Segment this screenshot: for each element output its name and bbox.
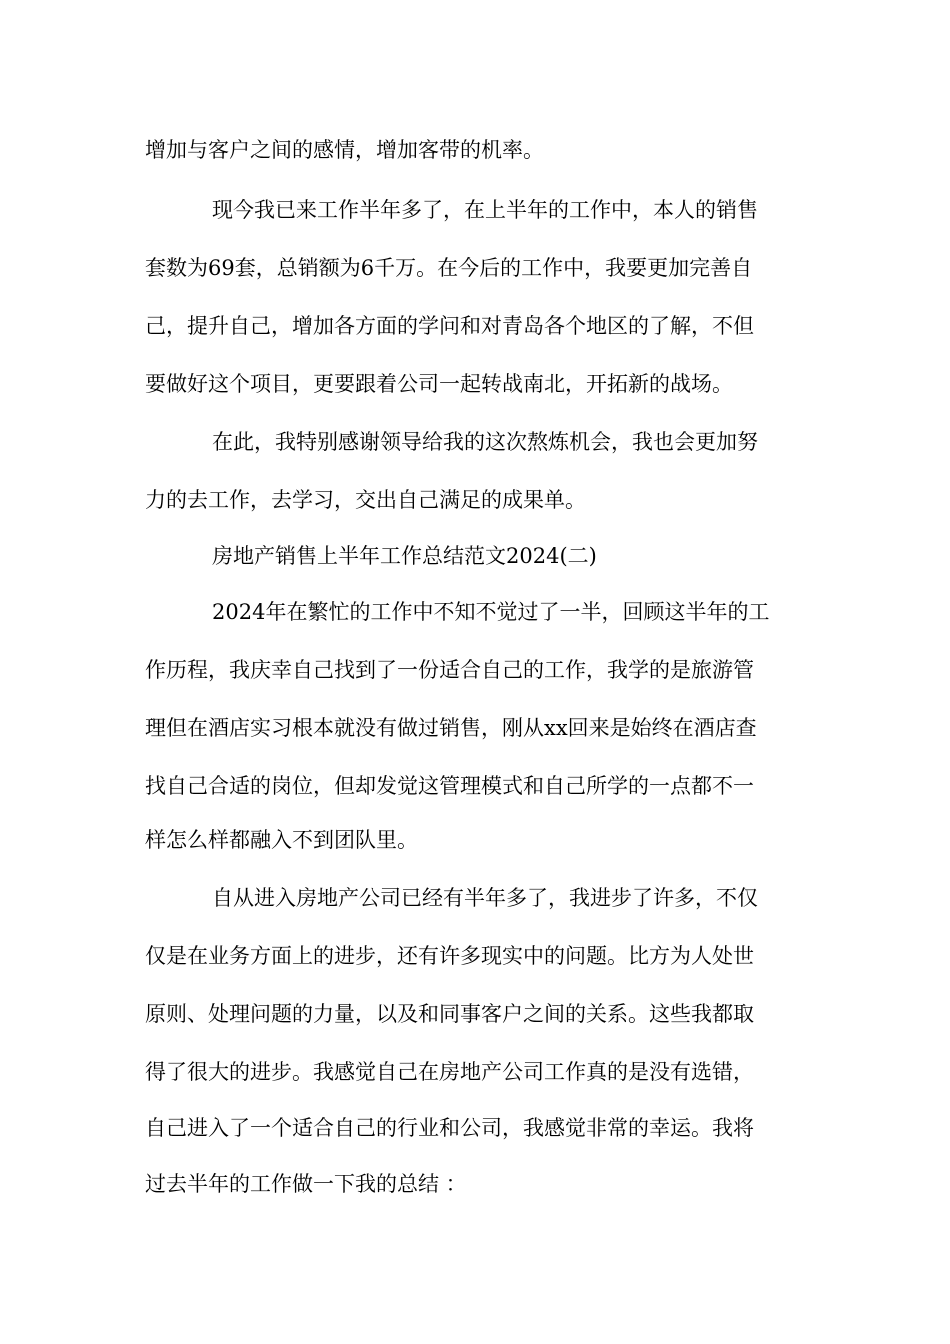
text-line: 样怎么样都融入不到团队里。 [145, 828, 418, 852]
text-line: 套数为69套，总销额为6千万。在今后的工作中，我要更加完善自 [145, 256, 753, 280]
section-heading: 房地产销售上半年工作总结范文2024(二) [212, 544, 597, 568]
text-line: 增加与客户之间的感情，增加客带的机率。 [145, 138, 544, 162]
paragraph-first-line: 在此，我特别感谢领导给我的这次熬炼机会，我也会更加努 [212, 430, 758, 454]
paragraph-first-line: 现今我已来工作半年多了，在上半年的工作中，本人的销售 [212, 198, 758, 222]
text-line: 理但在酒店实习根本就没有做过销售，刚从xx回来是始终在酒店查 [145, 716, 757, 740]
text-line: 力的去工作，去学习，交出自己满足的成果单。 [145, 488, 586, 512]
text-line: 作历程，我庆幸自己找到了一份适合自己的工作，我学的是旅游管 [145, 658, 754, 682]
text-line: 过去半年的工作做一下我的总结 ： [145, 1172, 467, 1196]
text-line: 要做好这个项目，更要跟着公司一起转战南北，开拓新的战场。 [145, 372, 733, 396]
text-line: 找自己合适的岗位，但却发觉这管理模式和自己所学的一点都不一 [145, 774, 754, 798]
text-line: 得了很大的进步。我感觉自己在房地产公司工作真的是没有选错， [145, 1060, 754, 1084]
text-line: 己，提升自己，增加各方面的学问和对青岛各个地区的了解，不但 [145, 314, 754, 338]
paragraph-first-line: 自从进入房地产公司已经有半年多了，我进步了许多，不仅 [212, 886, 758, 910]
text-line: 原则、处理问题的力量，以及和同事客户之间的关系。这些我都取 [145, 1002, 754, 1026]
text-line: 仅是在业务方面上的进步，还有许多现实中的问题。比方为人处世 [145, 944, 754, 968]
text-line: 自己进入了一个适合自己的行业和公司，我感觉非常的幸运。我将 [145, 1116, 754, 1140]
paragraph-first-line: 2024年在繁忙的工作中不知不觉过了一半，回顾这半年的工 [212, 600, 770, 624]
